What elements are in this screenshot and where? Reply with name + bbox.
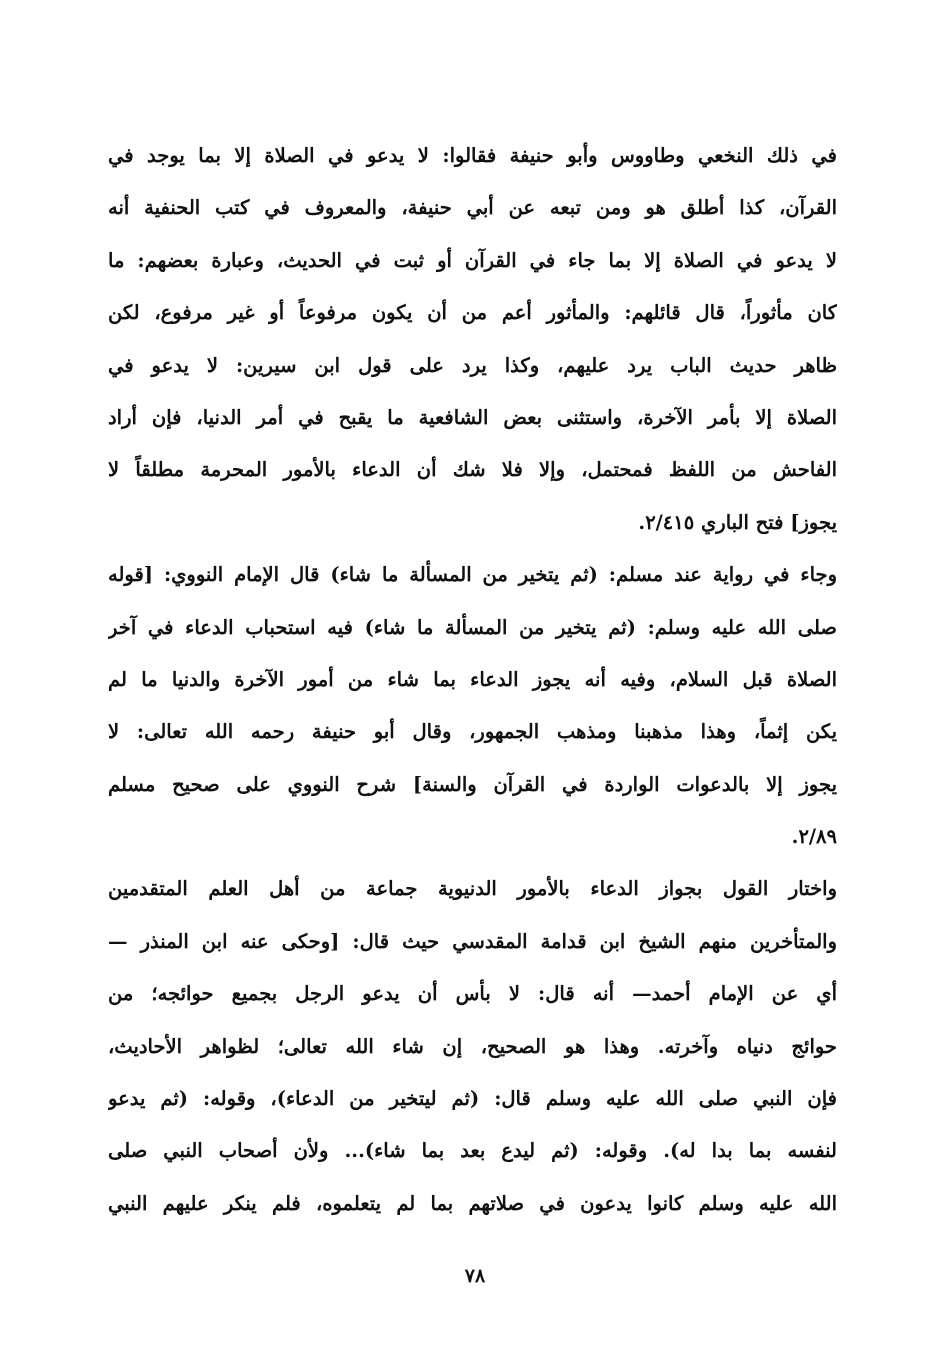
text-line: أي عن الإمام أحمد— أنه قال: لا بأس أن يدعو الرجل بجميع حوائجه؛ من <box>108 982 837 1006</box>
text-line: والمتأخرين منهم الشيخ ابن قدامة المقدسي حيث قال: [وحكى عنه ابن المنذر — <box>108 929 837 953</box>
text-line: في ذلك النخعي وطاووس وأبو حنيفة فقالوا: لا يدعو في الصلاة إلا بما يوجد في <box>108 144 837 167</box>
text-line: لا يدعو في الصلاة إلا بما جاء في القرآن أو ثبت في الحديث، وعبارة بعضهم: ما <box>108 248 837 272</box>
text-line: يجوز إلا بالدعوات الواردة في القرآن والسنة] شرح النووي على صحيح مسلم <box>108 772 837 796</box>
text-line: الصلاة إلا بأمر الآخرة، واستثنى بعض الشافعية ما يقبح في أمر الدنيا، فإن أراد <box>108 405 837 429</box>
text-line: فإن النبي صلى الله عليه وسلم قال: (ثم ليتخير من الدعاء)، وقوله: (ثم يدعو <box>108 1087 837 1111</box>
text-line: كان مأثوراً، قال قائلهم: والمأثور أعم من أن يكون مرفوعاً أو غير مرفوع، لكن <box>108 301 837 325</box>
text-line: ظاهر حديث الباب يرد عليهم، وكذا يرد على قول ابن سيرين: لا يدعو في <box>108 353 837 377</box>
text-line: واختار القول بجواز الدعاء بالأمور الدنيوية جماعة من أهل العلم المتقدمين <box>108 877 837 901</box>
text-line: الفاحش من اللفظ فمحتمل، وإلا فلا شك أن الدعاء بالأمور المحرمة مطلقاً لا <box>108 458 837 482</box>
text-line: صلى الله عليه وسلم: (ثم يتخير من المسألة ما شاء) فيه استحباب الدعاء في آخر <box>108 615 837 639</box>
text-line: الله عليه وسلم كانوا يدعون في صلاتهم بما لم يتعلموه، فلم ينكر عليهم النبي <box>108 1191 837 1215</box>
text-line: لنفسه بما بدا له). وقوله: (ثم ليدع بعد بما شاء)... ولأن أصحاب النبي صلى <box>108 1139 837 1163</box>
page-number: ٧٨ <box>464 1265 486 1287</box>
text-line: حوائج دنياه وآخرته. وهذا هو الصحيح، إن شاء الله تعالى؛ لظواهر الأحاديث، <box>108 1034 837 1058</box>
text-line: يجوز] فتح الباري ٢/٤١٥. <box>638 510 837 534</box>
text-line: ٢/٨٩. <box>791 825 837 849</box>
text-line: القرآن، كذا أطلق هو ومن تبعه عن أبي حنيفة، والمعروف في كتب الحنفية أنه <box>108 196 837 220</box>
body-text <box>108 130 837 1230</box>
text-line: يكن إثماً، وهذا مذهبنا ومذهب الجمهور، وقال أبو حنيفة رحمه الله تعالى: لا <box>108 720 837 744</box>
text-line: الصلاة قبل السلام، وفيه أنه يجوز الدعاء بما شاء من أمور الآخرة والدنيا ما لم <box>108 667 837 691</box>
text-line: وجاء في رواية عند مسلم: (ثم يتخير من المسألة ما شاء) قال الإمام النووي: [قوله <box>108 563 837 587</box>
